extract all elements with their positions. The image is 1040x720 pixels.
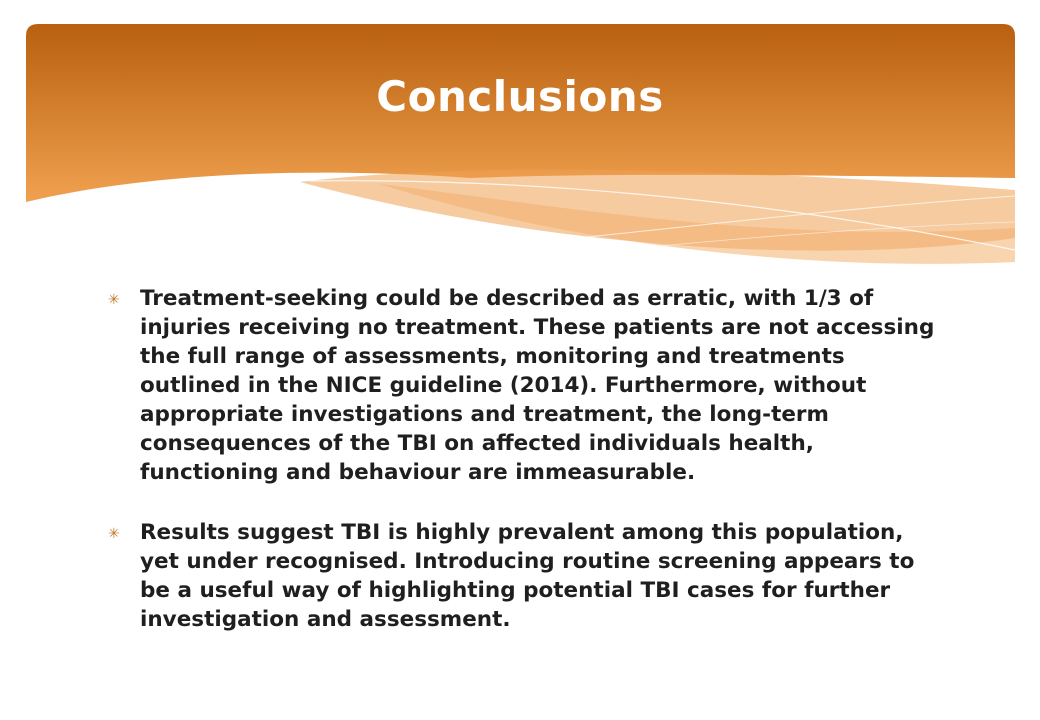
bullet-item <box>108 518 938 634</box>
asterisk-icon: ✳ <box>108 292 120 308</box>
bullet-list <box>108 284 938 665</box>
slide-title: Conclusions <box>376 72 664 121</box>
bullet-item <box>108 284 938 487</box>
asterisk-icon: ✳ <box>108 526 120 542</box>
header-banner <box>0 0 1040 280</box>
bullet-text: Treatment-seeking could be described as erratic, with 1/3 of injuries receiving no treatment. These patients are not accessing the full range of assessments, monitoring and treatments outlined in the NICE guideline (2014). Furthermore, without appropriate investigations and treatment, the long-term consequences of the TBI on affected individuals health, functioning and behaviour are immeasurable. <box>140 286 935 485</box>
bullet-text: Results suggest TBI is highly prevalent among this population, yet under recognised. Introducing routine screening appears to be a useful way of highlighting potential TBI cases for further investigation and assessment. <box>140 520 915 632</box>
